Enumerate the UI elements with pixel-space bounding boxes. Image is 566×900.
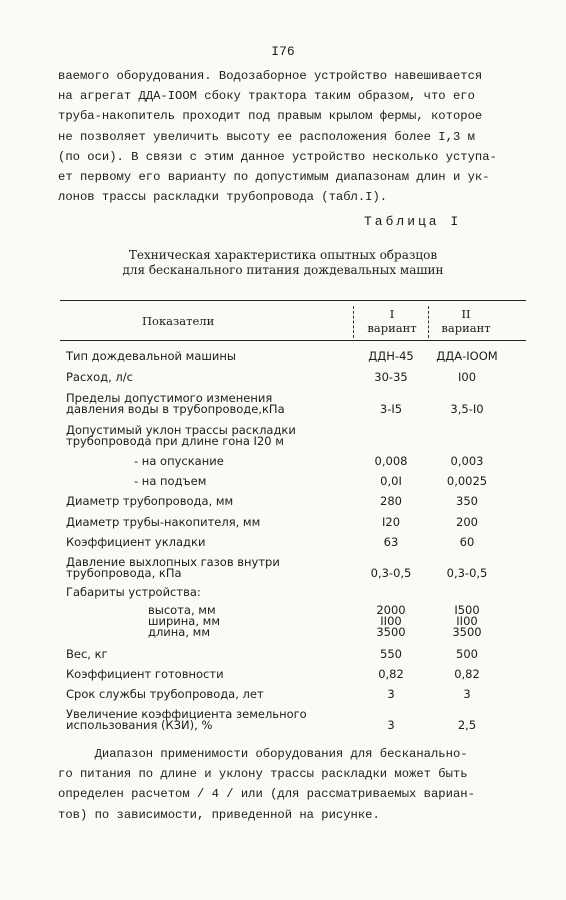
value-variant-2: 3,5-I0 bbox=[450, 402, 484, 416]
row-label: - на подъем bbox=[134, 474, 207, 488]
table-header-rule bbox=[60, 340, 526, 341]
value-variant-1: 2000 bbox=[376, 603, 406, 617]
text-line: не позволяет увеличить высоту ее расположения более I,3 м bbox=[58, 129, 475, 144]
header-variant-2-number: II bbox=[461, 307, 471, 321]
value-variant-2: I500 bbox=[454, 603, 480, 617]
value-variant-2: 200 bbox=[456, 515, 478, 529]
row-label: длина, мм bbox=[148, 625, 211, 639]
value-variant-1: 3 bbox=[387, 718, 395, 732]
value-variant-2: 3 bbox=[463, 687, 471, 701]
row-label: использования (КЗИ), % bbox=[66, 718, 213, 732]
value-variant-1: II00 bbox=[380, 614, 402, 628]
value-variant-1: 0,3-0,5 bbox=[370, 566, 412, 580]
row-label: - на опускание bbox=[134, 454, 224, 468]
page-number: I76 bbox=[271, 44, 295, 59]
value-variant-2: 2,5 bbox=[457, 718, 477, 732]
row-label: ширина, мм bbox=[148, 614, 220, 628]
text-line: ваемого оборудования. Водозаборное устройство навешивается bbox=[58, 69, 483, 83]
value-variant-1: 63 bbox=[383, 535, 399, 549]
value-variant-2: 500 bbox=[456, 647, 478, 661]
text-line: (по оси). В связи с этим данное устройство несколько уступа- bbox=[58, 149, 497, 164]
row-label: Коэффициент укладки bbox=[66, 535, 206, 549]
row-label: Диаметр трубы-накопителя, мм bbox=[66, 515, 261, 529]
text-line: на агрегат ДДА-IООМ сбоку трактора таким образом, что его bbox=[58, 89, 475, 104]
row-label: Увеличение коэффициента земельного bbox=[66, 707, 307, 721]
value-variant-1: 550 bbox=[380, 647, 402, 661]
value-variant-2: ДДА-IООМ bbox=[436, 349, 498, 363]
value-variant-1: 30-35 bbox=[374, 370, 408, 384]
value-variant-1: ДДН-45 bbox=[368, 349, 414, 363]
row-label: давления воды в трубопроводе,кПа bbox=[66, 402, 285, 416]
value-variant-1: 280 bbox=[380, 494, 402, 508]
paragraph-intro bbox=[58, 66, 528, 207]
value-variant-2: I00 bbox=[457, 370, 477, 384]
caption-line: Техническая характеристика опытных образцов bbox=[128, 248, 438, 262]
value-variant-2: 0,003 bbox=[450, 454, 484, 468]
value-variant-2: 3500 bbox=[452, 625, 482, 639]
header-variant-1-word: вариант bbox=[367, 321, 417, 335]
value-variant-2: 0,0025 bbox=[446, 474, 488, 488]
row-label: Коэффициент готовности bbox=[66, 667, 224, 681]
text-line: лонов трассы раскладки трубопровода (табл.I). bbox=[58, 190, 388, 205]
row-label: трубопровода при длине гона I20 м bbox=[66, 434, 284, 448]
table-top-rule bbox=[60, 300, 526, 301]
row-label: Вес, кг bbox=[66, 647, 108, 661]
row-label: высота, мм bbox=[148, 603, 216, 617]
table-label: Таблица I bbox=[364, 214, 462, 229]
value-variant-1: I20 bbox=[381, 515, 401, 529]
value-variant-1: 0,82 bbox=[378, 667, 404, 681]
value-variant-2: 0,82 bbox=[454, 667, 480, 681]
row-label: Допустимый уклон трассы раскладки bbox=[66, 423, 296, 437]
value-variant-2: 0,3-0,5 bbox=[446, 566, 488, 580]
row-label: Пределы допустимого изменения bbox=[66, 391, 273, 405]
text-line: Диапазон применимости оборудования для бесканально- bbox=[58, 747, 468, 761]
text-line: определен расчетом / 4 / или (для рассматриваемых вариан- bbox=[58, 787, 475, 802]
value-variant-1: 0,0I bbox=[380, 474, 402, 488]
row-label: Расход, л/с bbox=[66, 370, 133, 384]
row-label: Давление выхлопных газов внутри bbox=[66, 555, 280, 569]
value-variant-2: 350 bbox=[456, 494, 478, 508]
caption-line: для бесканального питания дождевальных машин bbox=[122, 263, 444, 277]
row-label: трубопровода, кПа bbox=[66, 566, 182, 580]
value-variant-1: 3-I5 bbox=[379, 402, 403, 416]
text-line: го питания по длине и уклону трассы раскладки может быть bbox=[58, 767, 468, 782]
value-variant-1: 0,008 bbox=[374, 454, 408, 468]
text-line: труба-накопитель проходит под правым крылом фермы, которое bbox=[58, 109, 483, 124]
header-variant-2-word: вариант bbox=[441, 321, 491, 335]
column-divider bbox=[353, 306, 354, 338]
header-indicators: Показатели bbox=[142, 314, 215, 328]
paragraph-conclusion bbox=[58, 744, 528, 825]
value-variant-2: 60 bbox=[459, 535, 475, 549]
value-variant-1: 3 bbox=[387, 687, 395, 701]
row-label: Габариты устройства: bbox=[66, 585, 201, 599]
value-variant-1: 3500 bbox=[376, 625, 406, 639]
value-variant-2: II00 bbox=[456, 614, 478, 628]
row-label: Тип дождевальной машины bbox=[66, 349, 237, 363]
text-line: ет первому его варианту по допустимым диапазонам длин и ук- bbox=[58, 170, 490, 185]
row-label: Срок службы трубопровода, лет bbox=[66, 687, 264, 701]
text-line: тов) по зависимости, приведенной на рисунке. bbox=[58, 807, 380, 822]
column-divider bbox=[428, 306, 429, 338]
row-label: Диаметр трубопровода, мм bbox=[66, 494, 234, 508]
header-variant-1-number: I bbox=[389, 307, 395, 321]
table-caption bbox=[0, 248, 566, 278]
